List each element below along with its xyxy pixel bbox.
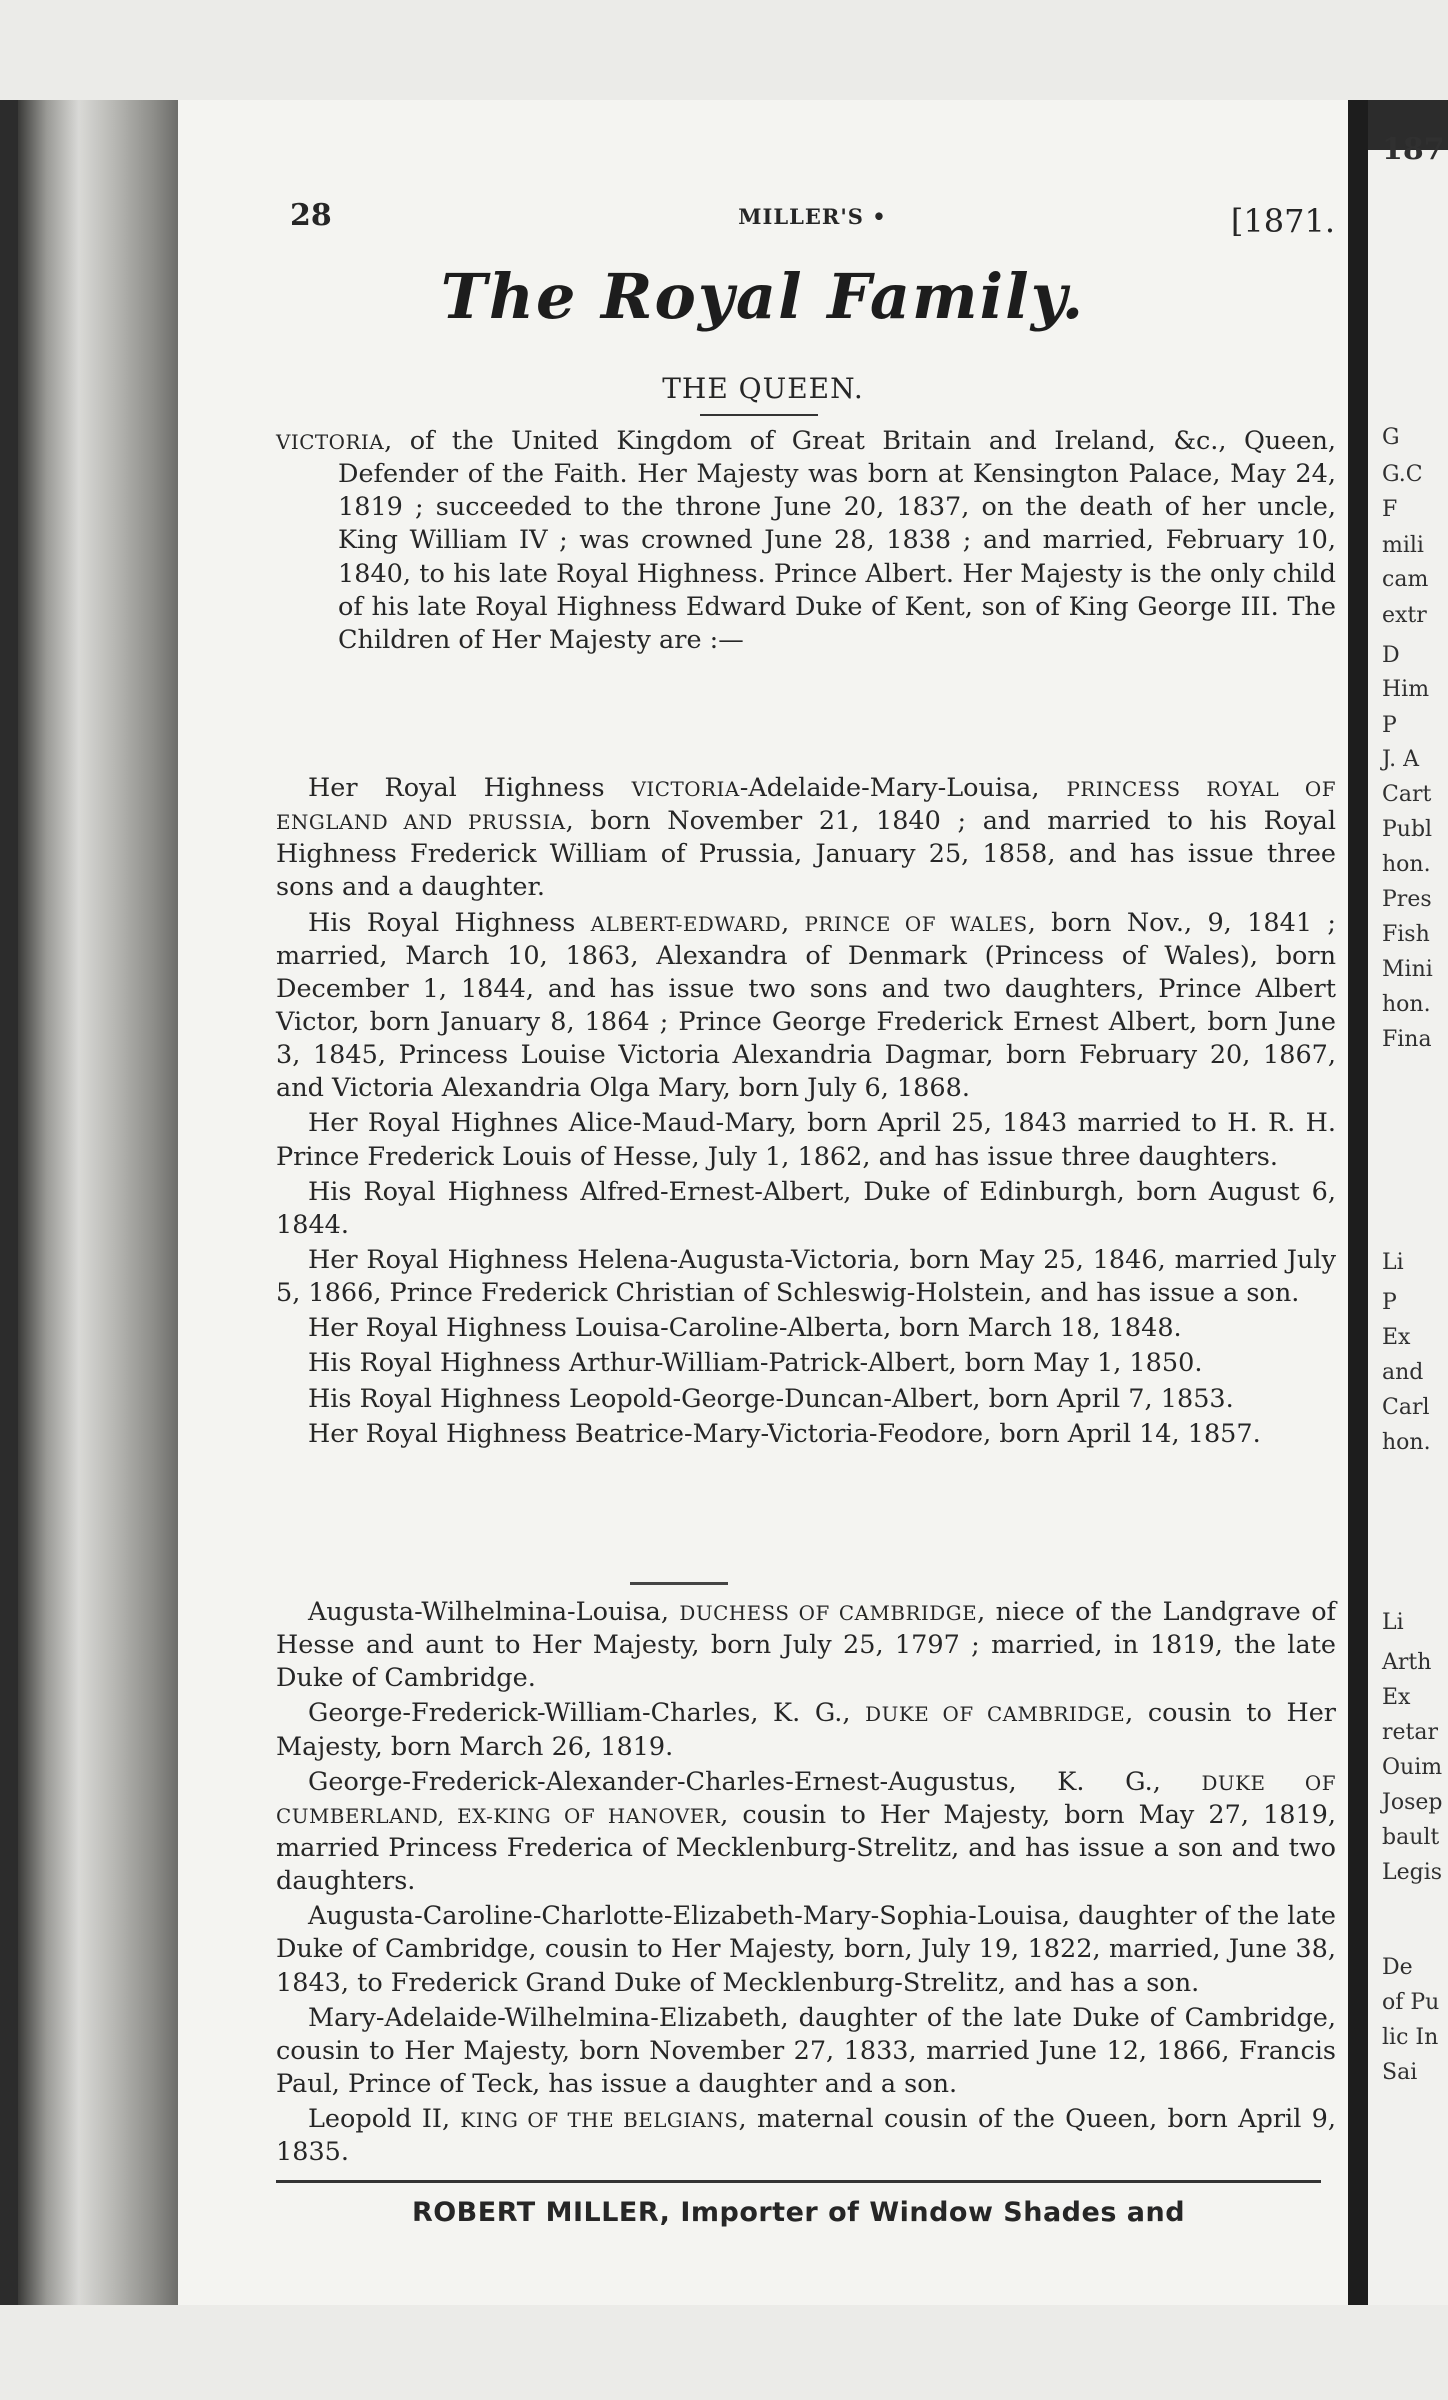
running-head: MILLER'S • [738,204,887,229]
child-entry: Her Royal Highness Beatrice-Mary-Victoria-Feodore, born April 14, 1857. [308,1418,1261,1449]
right-page-fragment: bault [1382,1825,1440,1850]
right-page-fragment: Ex [1382,1325,1411,1350]
right-page-fragment: Li [1382,1250,1404,1275]
right-page-fragment: Arth [1382,1650,1432,1675]
right-page-fragment: D [1382,643,1400,668]
queen-paragraph: VICTORIA, of the United Kingdom of Great Britain and Ireland, &c., Queen, Defender of the Faith. Her Majesty was born at Kensington Palace, May 24, 1819 ; succeeded to the throne June 20, 1837, on the death of her uncle, King William IV ; was crowned June 28, 1838 ; and married, February 10, 1840, to his late Royal Highness. Prince Albert. Her Majesty is the only child of his late Royal Highness Edward Duke of Kent, son of King George III. The Children of Her Majesty are :— [276,426,1336,655]
right-page-fragment: hon. [1382,1430,1431,1455]
child-entry: Her Royal Highness Helena-Augusta-Victoria, born May 25, 1846, married July 5, 1866, Prince Frederick Christian of Schleswig-Holstein, and has issue a son. [276,1244,1336,1309]
page-number: 28 [290,198,332,233]
section-heading: THE QUEEN. [662,372,864,405]
right-page-fragment: Fina [1382,1027,1432,1052]
child-entry: His Royal Highness ALBERT-EDWARD, PRINCE OF WALES, born Nov., 9, 1841 ; married, March 10, 1863, Alexandra of Denmark (Princess of Wales), born December 1, 1844, and has issue two sons and two daughters, Prince Albert Victor, born January 8, 1864 ; Prince George Frederick Ernest Albert, born June 3, 1845, Princess Louise Victoria Alexandria Dagmar, born February 20, 1867, and Victoria Alexandria Olga Mary, born July 6, 1868. [276,907,1336,1104]
right-page-fragment: cam [1382,567,1429,592]
right-page-fragment: G [1382,425,1400,450]
right-page-fragment: J. A [1382,747,1419,772]
left-page [178,100,1348,2305]
right-page-fragment: Legis [1382,1860,1443,1885]
right-page-fragment: Li [1382,1610,1404,1635]
right-page-fragment: Ouim [1382,1755,1443,1780]
right-page-fragment: Sai [1382,2060,1418,2085]
right-page-fragment: Mini [1382,957,1433,982]
right-page-fragment: Him [1382,677,1430,702]
right-page-fragment: hon. [1382,992,1431,1017]
relative-entry: Augusta-Wilhelmina-Louisa, DUCHESS OF CAMBRIDGE, niece of the Landgrave of Hesse and aunt to Her Majesty, born July 25, 1797 ; married, in 1819, the late Duke of Cambridge. [276,1597,1336,1694]
right-page-fragment: Publ [1382,817,1433,842]
book-spine [18,100,178,2305]
child-entry: His Royal Highness Arthur-William-Patrick-Albert, born May 1, 1850. [308,1348,1203,1379]
right-page-fragment: mili [1382,533,1424,558]
right-page-fragment: Josep [1382,1790,1443,1815]
child-entry: Her Royal Highness VICTORIA-Adelaide-Mary-Louisa, PRINCESS ROYAL OF ENGLAND AND PRUSSIA, born November 21, 1840 ; and married to his Royal Highness Frederick William of Prussia, January 25, 1858, and has issue three sons and a daughter. [276,773,1336,903]
right-page-fragment: Pres [1382,887,1432,912]
right-page-fragment: Carl [1382,1395,1430,1420]
right-page-fragment: Ex [1382,1685,1411,1710]
relative-entry: Leopold II, KING OF THE BELGIANS, maternal cousin of the Queen, born April 9, 1835. [276,2104,1336,2168]
relative-entry: Mary-Adelaide-Wilhelmina-Elizabeth, daughter of the late Duke of Cambridge, cousin to Her Majesty, born November 27, 1833, married June 12, 1866, Francis Paul, Prince of Teck, has issue a daughter and a son. [276,2002,1336,2099]
relative-entry: George-Frederick-William-Charles, K. G., DUKE OF CAMBRIDGE, cousin to Her Majesty, born March 26, 1819. [276,1698,1336,1762]
relative-entry: Augusta-Caroline-Charlotte-Elizabeth-Mary-Sophia-Louisa, daughter of the late Duke of Cambridge, cousin to Her Majesty, born, July 19, 1822, married, June 38, 1843, to Frederick Grand Duke of Mecklenburg-Strelitz, and has a son. [276,1901,1336,1998]
right-page-fragment: De [1382,1955,1413,1980]
page-header [290,198,1335,248]
page-gutter [1348,100,1368,2305]
right-page-fragment: P [1382,713,1397,738]
advert-rule [276,2180,1321,2183]
section-divider [630,1582,728,1585]
child-entry: His Royal Highness Alfred-Ernest-Albert, Duke of Edinburgh, born August 6, 1844. [276,1176,1336,1240]
child-entry: His Royal Highness Leopold-George-Duncan-Albert, born April 7, 1853. [308,1383,1234,1414]
child-entry: Her Royal Highnes Alice-Maud-Mary, born April 25, 1843 married to H. R. H. Prince Frederick Louis of Hesse, July 1, 1862, and has issue three daughters. [276,1108,1336,1172]
page-year: [1871. [1230,202,1335,240]
right-page-fragment: retar [1382,1720,1439,1745]
relatives-list [276,1596,1336,2171]
right-page-fragment: P [1382,1290,1397,1315]
advertisement-line: ROBERT MILLER, Importer of Window Shades and [411,2197,1186,2228]
queen-entry [276,425,1336,659]
right-page-fragment: F [1382,497,1398,522]
relative-entry: George-Frederick-Alexander-Charles-Ernest-Augustus, K. G., DUKE OF CUMBERLAND, EX-KING OF HANOVER, cousin to Her Majesty, born May 27, 1819, married Princess Frederica of Mecklenburg-Strelitz, and has issue a son and two daughters. [276,1766,1336,1897]
right-page-header: 187 [1382,132,1445,167]
children-list [276,772,1336,1453]
right-page-fragment: G.C [1382,462,1423,487]
child-entry: Her Royal Highness Louisa-Caroline-Alberta, born March 18, 1848. [308,1313,1182,1344]
right-page-edge [1368,132,1448,2305]
heading-rule [700,414,818,416]
right-page-fragment: and [1382,1360,1424,1385]
right-page-fragment: of Pu [1382,1990,1440,2015]
right-page-fragment: extr [1382,603,1427,628]
page-title: The Royal Family. [440,260,1086,333]
right-page-fragment: lic In [1382,2025,1439,2050]
right-page-fragment: Cart [1382,782,1432,807]
right-page-fragment: Fish [1382,922,1430,947]
right-page-fragment: hon. [1382,852,1431,877]
